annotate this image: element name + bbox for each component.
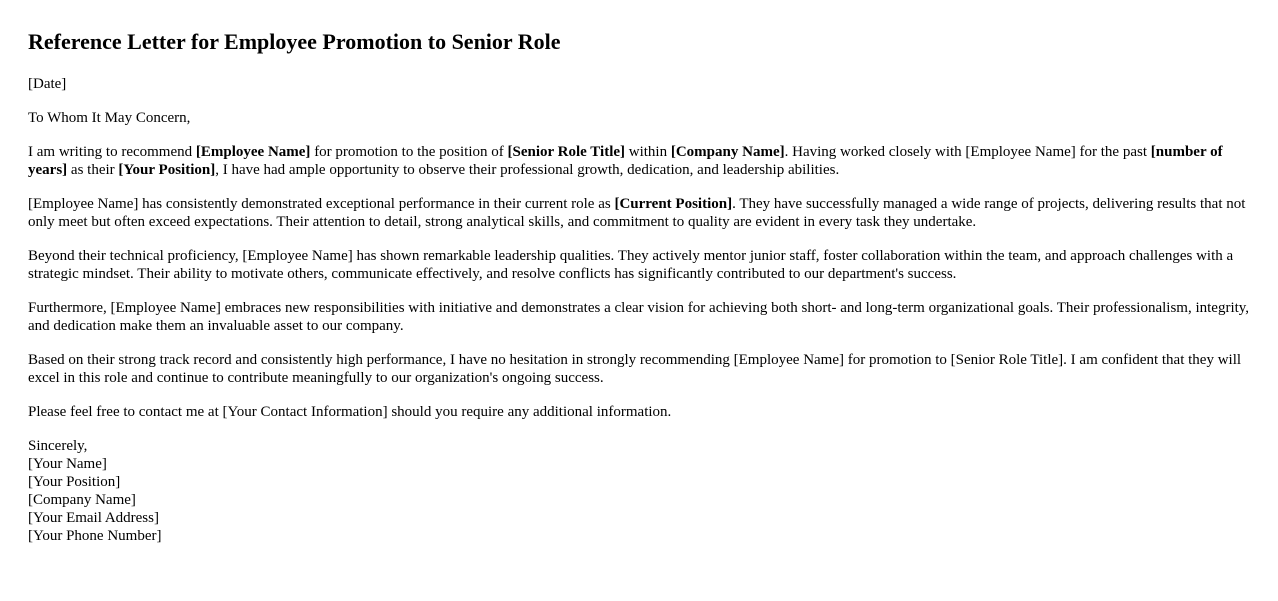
paragraph-intro-text: within xyxy=(625,144,671,160)
paragraph-contact: Please feel free to contact me at [Your Contact Information] should you require any additional information. xyxy=(28,404,672,420)
paragraph-leadership: Beyond their technical proficiency, [Employee Name] has shown remarkable leadership qualities. They actively mentor junior staff, foster collaboration within the team, and approach challenges with a strategic mindset. Their ability to motivate others, communicate effectively, and resolve conflicts has significantly contributed to our department's success. xyxy=(28,248,1234,282)
signature-phone: [Your Phone Number] xyxy=(28,528,162,544)
signature-company: [Company Name] xyxy=(28,492,136,508)
senior-role-title-bold: [Senior Role Title] xyxy=(507,144,626,160)
signature-block xyxy=(28,437,1250,545)
paragraph-performance-text: . They have successfully managed a wide range of projects, delivering results that not only meet but often exceed expectations. Their attention to detail, strong analytical skills, and commitment to quality are evident in every task they undertake. xyxy=(28,196,1246,230)
number-of-years-bold: [number of years] xyxy=(28,144,1223,178)
paragraph-intro-text: as their xyxy=(67,162,119,178)
paragraph-intro-text: . Having worked closely with [Employee Name] for the past xyxy=(784,144,1151,160)
paragraph-responsibilities: Furthermore, [Employee Name] embraces new responsibilities with initiative and demonstrates a clear vision for achieving both short- and long-term organizational goals. Their professionalism, integrity, and dedication make them an invaluable asset to our company. xyxy=(28,300,1250,334)
paragraph-intro-text: I am writing to recommend xyxy=(28,144,196,160)
letter-date: [Date] xyxy=(28,76,67,92)
company-name-bold: [Company Name] xyxy=(670,144,785,160)
paragraph-intro-text: , I have had ample opportunity to observe their professional growth, dedication, and leadership abilities. xyxy=(215,162,840,178)
current-position-bold: [Current Position] xyxy=(614,196,733,212)
paragraph-intro xyxy=(28,143,1250,179)
paragraph-performance xyxy=(28,195,1250,231)
signature-email: [Your Email Address] xyxy=(28,510,159,526)
signature-closing: Sincerely, xyxy=(28,438,88,454)
employee-name-bold: [Employee Name] xyxy=(195,144,311,160)
your-position-bold: [Your Position] xyxy=(118,162,216,178)
letter-title: Reference Letter for Employee Promotion to Senior Role xyxy=(28,29,561,54)
signature-position: [Your Position] xyxy=(28,474,121,490)
paragraph-intro-text: for promotion to the position of xyxy=(310,144,508,160)
paragraph-performance-text: [Employee Name] has consistently demonstrated exceptional performance in their current role as xyxy=(28,196,615,212)
paragraph-recommendation: Based on their strong track record and consistently high performance, I have no hesitation in strongly recommending [Employee Name] for promotion to [Senior Role Title]. I am confident that they will excel in this role and continue to contribute meaningfully to our organization's ongoing success. xyxy=(28,352,1242,386)
letter-salutation: To Whom It May Concern, xyxy=(28,110,191,126)
signature-name: [Your Name] xyxy=(28,456,107,472)
